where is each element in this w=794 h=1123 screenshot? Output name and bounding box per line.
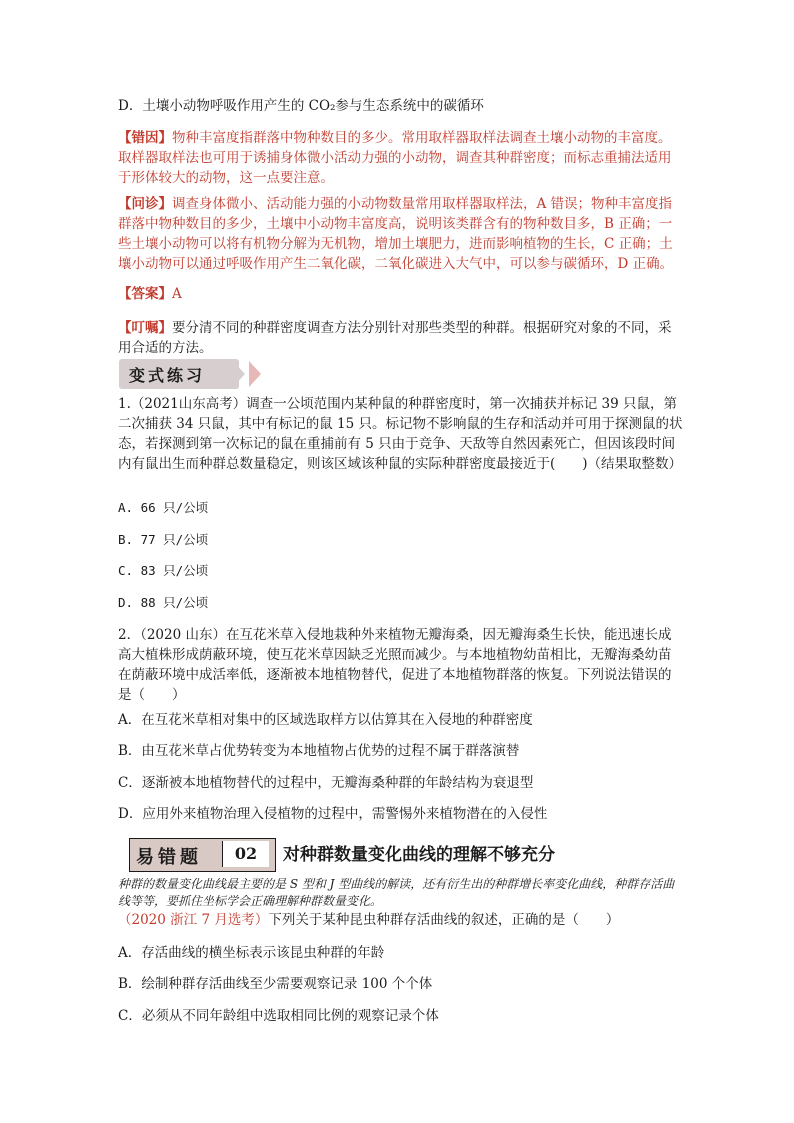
q3-option-a: A．存活曲线的横坐标表示该昆虫种群的年龄 — [118, 945, 385, 961]
prev-option-d: D．土壤小动物呼吸作用产生的 CO₂参与生态系统中的碳循环 — [118, 98, 484, 114]
error-cause-label: 【错因】 — [118, 130, 172, 146]
diagnosis-text: 调查身体微小、活动能力强的小动物数量常用取样器取样法，A 错误；物种丰富度指群落中物种数目的多少，土壤中小动物丰富度高，说明该类群含有的物种数目多，B 正确；一些土壤小动物可以将有机物分解为无机物，增加土壤肥力，进而影响植物的生长，C 正确；土壤小动物可以通过呼吸作用产生二氧化碳，二氧化碳进入大气中，可以参与碳循环，D 正确。 — [118, 196, 674, 272]
error-cause-paragraph — [118, 128, 684, 188]
q3-option-c: C．必须从不同年龄组中选取相同比例的观察记录个体 — [118, 1008, 439, 1024]
diagnosis-label: 【问诊】 — [118, 196, 172, 212]
q1-option-a: A. 66 只/公顷 — [118, 500, 209, 515]
q2-option-c: C．逐渐被本地植物替代的过程中，无瓣海桑种群的年龄结构为衰退型 — [118, 775, 534, 791]
q3-source: （2020 浙江 7 月选考） — [118, 912, 269, 928]
reminder-paragraph — [118, 318, 684, 358]
q1-option-c: C. 83 只/公顷 — [118, 563, 209, 578]
q3-option-b: B．绘制种群存活曲线至少需要观察记录 100 个个体 — [118, 976, 433, 992]
reminder-label: 【叮嘱】 — [118, 320, 172, 336]
variant-banner-label: 变式练习 — [129, 366, 206, 385]
answer-text: A — [172, 286, 182, 302]
q2-option-a: A．在互花米草相对集中的区域选取样方以估算其在入侵地的种群密度 — [118, 712, 533, 728]
diagnosis-paragraph — [118, 194, 684, 274]
error-cause-text: 物种丰富度指群落中物种数目的多少。常用取样器取样法调查土壤小动物的丰富度。取样器取样法也可用于诱捕身体微小活动力强的小动物，调查其种群密度；而标志重捕法适用于形体较大的动物，这一点要注意。 — [118, 130, 672, 186]
variant-practice-banner — [119, 359, 269, 389]
error-prone-title: 对种群数量变化曲线的理解不够充分 — [283, 845, 555, 865]
error-prone-number: 02 — [222, 841, 269, 867]
error-prone-banner — [129, 838, 276, 872]
q2-option-b: B．由互花米草占优势转变为本地植物占优势的过程不属于群落演替 — [118, 743, 520, 759]
q2-option-d: D．应用外来植物治理入侵植物的过程中，需警惕外来植物潜在的入侵性 — [118, 806, 548, 822]
error-prone-note: 种群的数量变化曲线最主要的是 S 型和 J 型曲线的解读，还有衍生出的种群增长率变化曲线，种群存活曲线等等，要抓住坐标学会正确理解种群数量变化。 — [118, 877, 675, 908]
q1-option-d: D. 88 只/公顷 — [118, 595, 209, 610]
reminder-text: 要分清不同的种群密度调查方法分别针对那些类型的种群。根据研究对象的不同，采用合适的方法。 — [118, 320, 672, 356]
error-prone-label: 易错题 — [136, 847, 202, 868]
q1-stem: 1.（2021山东高考）调查一公顷范围内某种鼠的种群密度时，第一次捕获并标记 39 只鼠，第二次捕获 34 只鼠，其中有标记的鼠 15 只。标记物不影响鼠的生存和活动并可用于探测鼠的状态，若探测到第一次标记的鼠在重捕前有 5 只由于竞争、天敌等自然因素死亡，但因该段时间内有鼠出生而种群总数量稳定，则该区域该种鼠的实际种群密度最接近于( )（结果取整数） — [118, 396, 683, 472]
answer-line — [118, 284, 684, 304]
q1-option-b: B. 77 只/公顷 — [118, 532, 209, 547]
q3-stem-line — [118, 910, 684, 930]
answer-label: 【答案】 — [118, 286, 172, 302]
q2-stem: 2．（2020 山东）在互花米草入侵地栽种外来植物无瓣海桑，因无瓣海桑生长快，能迅速长成高大植株形成荫蔽环境，使互花米草因缺乏光照而减少。与本地植物幼苗相比，无瓣海桑幼苗在荫蔽环境中成活率低，逐渐被本地植物替代，促进了本地植物群落的恢复。下列说法错误的是（ ） — [118, 627, 672, 703]
q3-stem: 下列关于某种昆虫种群存活曲线的叙述，正确的是（ ） — [268, 912, 620, 928]
